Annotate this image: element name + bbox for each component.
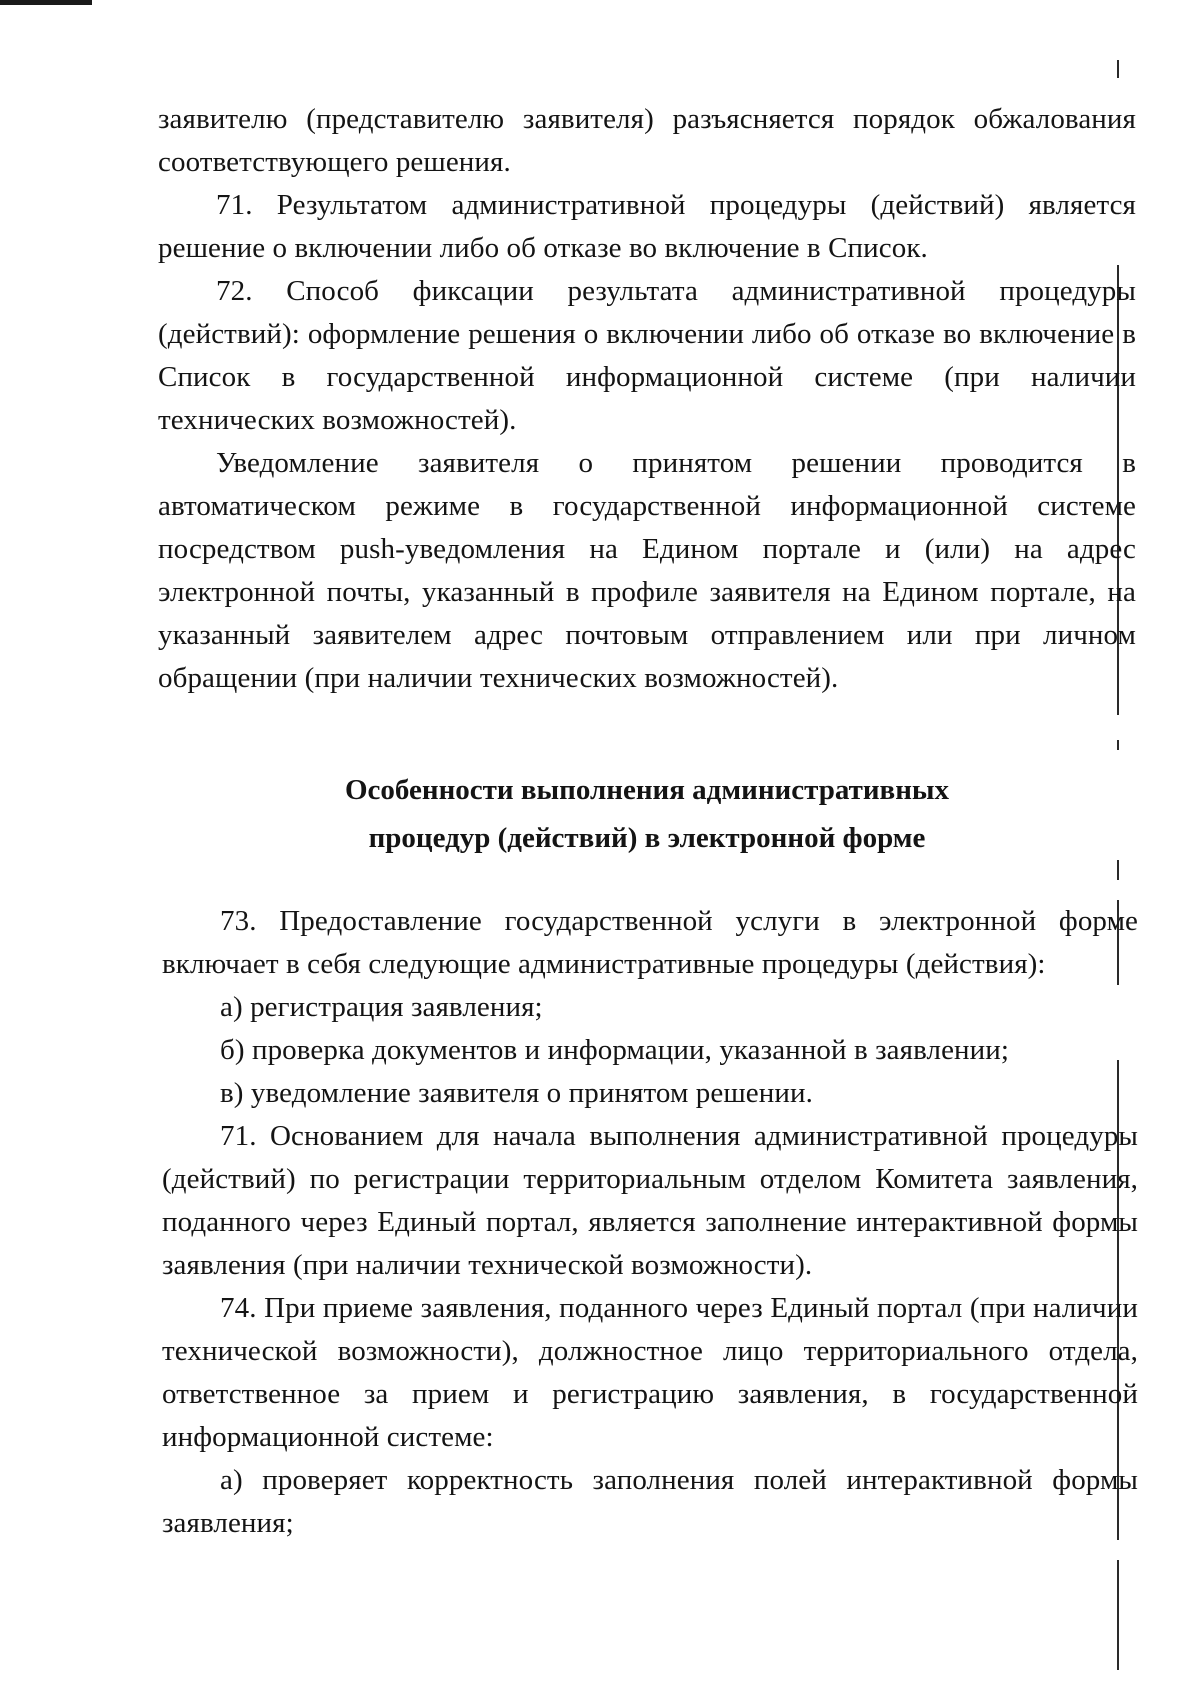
paragraph-notification: Уведомление заявителя о принятом решении проводится в автоматическом режиме в государственной информационной системе посредством push-уведомления на Едином портале и (или) на адрес электронной почты, указанный в профиле заявителя на Едином портале, на указанный заявителем адрес почтовым отправлением или при личном обращении (при наличии технических возможностей). [158, 447, 1136, 694]
heading-line-2: процедур (действий) в электронной форме [368, 822, 926, 854]
paragraph-74: 74. При приеме заявления, поданного через Единый портал (при наличии технической возможности), должностное лицо территориального отдела, ответственное за прием и регистрацию заявления, в государственной информационной системе: [162, 1292, 1138, 1453]
scan-corner-mark [0, 0, 92, 5]
scan-artifact-line [1117, 860, 1119, 880]
scan-artifact-line [1117, 60, 1119, 78]
list-item-74a: а) проверяет корректность заполнения полей интерактивной формы заявления; [162, 1464, 1138, 1539]
text-block-top [158, 98, 1136, 700]
scan-artifact-line [1117, 740, 1119, 750]
list-item-73b: б) проверка документов и информации, указанной в заявлении; [220, 1034, 1010, 1066]
scan-artifact-line [1117, 1560, 1119, 1670]
list-item-73a: а) регистрация заявления; [220, 991, 543, 1023]
list-item-73c: в) уведомление заявителя о принятом решении. [220, 1077, 813, 1109]
paragraph-73: 73. Предоставление государственной услуги в электронной форме включает в себя следующие административные процедуры (действия): [162, 905, 1138, 980]
paragraph-71-second: 71. Основанием для начала выполнения административной процедуры (действий) по регистрации территориальным отделом Комитета заявления, поданного через Единый портал, является заполнение интерактивной формы заявления (при наличии технической возможности). [162, 1120, 1138, 1281]
section-heading [158, 766, 1136, 862]
heading-line-1: Особенности выполнения административных [344, 774, 950, 806]
text-block-bottom [162, 900, 1138, 1545]
paragraph-continuation: заявителю (представителю заявителя) разъясняется порядок обжалования соответствующего решения. [158, 103, 1136, 178]
paragraph-72: 72. Способ фиксации результата административной процедуры (действий): оформление решения о включении либо об отказе во включение в Список в государственной информационной системе (при наличии технических возможностей). [158, 275, 1136, 436]
paragraph-71: 71. Результатом административной процедуры (действий) является решение о включении либо об отказе во включение в Список. [158, 189, 1136, 264]
